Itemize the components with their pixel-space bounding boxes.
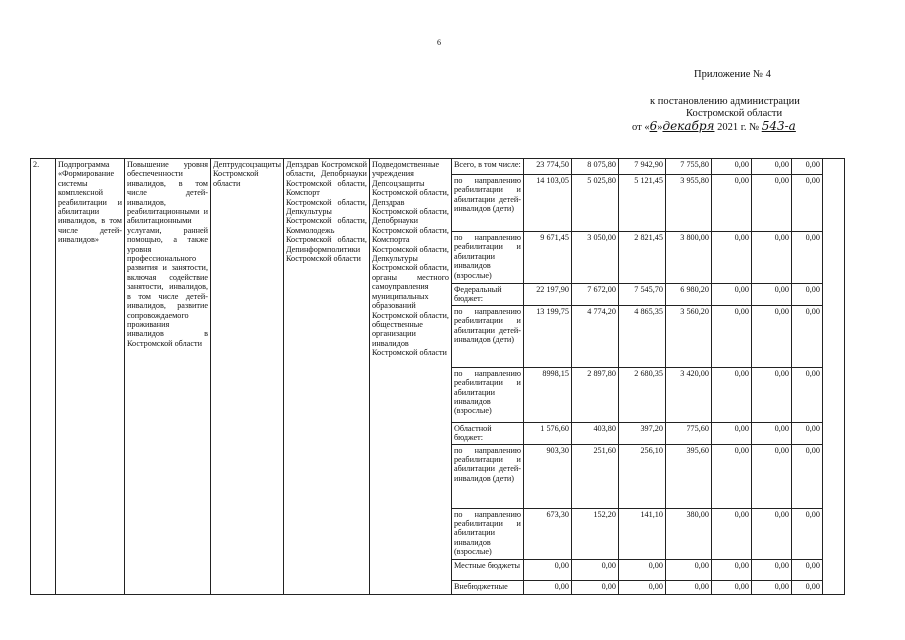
value-y4: 0,00 (711, 444, 751, 508)
program-table (30, 158, 845, 595)
value-y3: 6 980,20 (665, 284, 711, 306)
funding-label: по направлению реабилитации и абилитации инвалидов (взрослые) (451, 508, 523, 559)
date-month: декабря (662, 119, 715, 133)
value-total: 13 199,75 (523, 305, 571, 367)
value-y6: 0,00 (791, 159, 822, 175)
value-y1: 8 075,80 (571, 159, 618, 175)
value-total: 14 103,05 (523, 175, 571, 232)
funding-label: Областной бюджет: (451, 422, 523, 444)
value-y2: 0,00 (618, 559, 665, 580)
value-y6: 0,00 (791, 559, 822, 580)
value-y3: 7 755,80 (665, 159, 711, 175)
appendix-title: Приложение № 4 (694, 69, 771, 80)
funding-label: по направлению реабилитации и абилитации детей-инвалидов (дети) (451, 444, 523, 508)
funding-label: Местные бюджеты (451, 559, 523, 580)
value-y6: 0,00 (791, 580, 822, 594)
participants: Депздрав Костромской области, Депобрнауки Костромской области, Комспорт Костромской области, Депкультуры Костромской области, Коммолодежь Костромской области, Депинформполитики Костромской области (283, 159, 369, 595)
table-row (31, 159, 845, 175)
value-y2: 4 865,35 (618, 305, 665, 367)
value-y5: 0,00 (751, 175, 791, 232)
value-y2: 2 680,35 (618, 367, 665, 422)
blank-column (822, 159, 844, 595)
value-y1: 4 774,20 (571, 305, 618, 367)
value-y4: 0,00 (711, 508, 751, 559)
value-total: 8998,15 (523, 367, 571, 422)
value-total: 1 576,60 (523, 422, 571, 444)
value-y6: 0,00 (791, 444, 822, 508)
funding-label: по направлению реабилитации и абилитации детей-инвалидов (дети) (451, 175, 523, 232)
value-y5: 0,00 (751, 559, 791, 580)
value-y3: 3 420,00 (665, 367, 711, 422)
value-y2: 141,10 (618, 508, 665, 559)
value-y5: 0,00 (751, 444, 791, 508)
funding-label: по направлению реабилитации и абилитации инвалидов (взрослые) (451, 367, 523, 422)
value-y2: 256,10 (618, 444, 665, 508)
value-y6: 0,00 (791, 175, 822, 232)
coordinator: Дептрудсоцзащиты Костромской области (211, 159, 284, 595)
value-y4: 0,00 (711, 422, 751, 444)
value-y1: 5 025,80 (571, 175, 618, 232)
value-y2: 7 545,70 (618, 284, 665, 306)
value-y5: 0,00 (751, 422, 791, 444)
subprogram-goal: Повышение уровня обеспеченности инвалидов, в том числе детей-инвалидов, реабилитационными и абилитационными услугами, ранней помощью, а также уровня профессионального развития и занятости, включая содействие занятости, инвалидов, в том числе детей-инвалидов, развитие сопровождаемого проживания инвалидов в Костромской области (125, 159, 211, 595)
value-y1: 0,00 (571, 559, 618, 580)
value-y6: 0,00 (791, 232, 822, 284)
value-y4: 0,00 (711, 232, 751, 284)
subprogram-name: Подпрограмма «Формирование системы комплексной реабилитации и абилитации инвалидов, в том числе детей-инвалидов» (56, 159, 125, 595)
value-y5: 0,00 (751, 508, 791, 559)
value-y6: 0,00 (791, 305, 822, 367)
executors: Подведомственные учреждения Депсоцзащиты Костромской области, Депздрав Костромской области, Депобрнауки Костромской области, Комспорта Костромской области, Депкультуры Костромской области, органы местного самоуправления муниципальных образований Костромской области, общественные организации инвалидов Костромской области (369, 159, 451, 595)
value-y6: 0,00 (791, 284, 822, 306)
value-total: 22 197,90 (523, 284, 571, 306)
decree-reference (632, 96, 808, 134)
date-prefix: от « (632, 122, 650, 133)
value-y4: 0,00 (711, 580, 751, 594)
value-total: 673,30 (523, 508, 571, 559)
value-y2: 7 942,90 (618, 159, 665, 175)
row-number: 2. (31, 159, 56, 595)
value-y6: 0,00 (791, 367, 822, 422)
value-total: 903,30 (523, 444, 571, 508)
value-y3: 0,00 (665, 580, 711, 594)
value-total: 0,00 (523, 559, 571, 580)
value-total: 0,00 (523, 580, 571, 594)
value-y4: 0,00 (711, 305, 751, 367)
value-y5: 0,00 (751, 580, 791, 594)
value-y1: 251,60 (571, 444, 618, 508)
decree-date-line (632, 120, 808, 134)
decree-line-2: Костромской области (686, 108, 783, 119)
value-y6: 0,00 (791, 422, 822, 444)
decree-line-1: к постановлению администрации (650, 96, 800, 107)
value-y3: 3 955,80 (665, 175, 711, 232)
value-y5: 0,00 (751, 367, 791, 422)
date-mid: » (657, 122, 663, 133)
funding-label: по направлению реабилитации и абилитации инвалидов (взрослые) (451, 232, 523, 284)
value-y3: 380,00 (665, 508, 711, 559)
value-y1: 7 672,00 (571, 284, 618, 306)
value-y1: 3 050,00 (571, 232, 618, 284)
value-y4: 0,00 (711, 367, 751, 422)
value-y1: 152,20 (571, 508, 618, 559)
value-y3: 3 800,00 (665, 232, 711, 284)
value-total: 9 671,45 (523, 232, 571, 284)
value-y3: 0,00 (665, 559, 711, 580)
value-total: 23 774,50 (523, 159, 571, 175)
value-y3: 775,60 (665, 422, 711, 444)
date-day: 6 (649, 119, 658, 133)
value-y5: 0,00 (751, 159, 791, 175)
value-y1: 0,00 (571, 580, 618, 594)
value-y2: 0,00 (618, 580, 665, 594)
value-y1: 403,80 (571, 422, 618, 444)
value-y4: 0,00 (711, 175, 751, 232)
value-y3: 3 560,20 (665, 305, 711, 367)
value-y4: 0,00 (711, 159, 751, 175)
value-y3: 395,60 (665, 444, 711, 508)
funding-label: по направлению реабилитации и абилитации детей-инвалидов (дети) (451, 305, 523, 367)
page-number: 6 (437, 38, 441, 47)
value-y1: 2 897,80 (571, 367, 618, 422)
value-y4: 0,00 (711, 284, 751, 306)
decree-number: 543-а (761, 119, 796, 133)
value-y2: 397,20 (618, 422, 665, 444)
value-y4: 0,00 (711, 559, 751, 580)
funding-label: Всего, в том числе: (451, 159, 523, 175)
date-year: 2021 г. № (717, 122, 760, 133)
value-y2: 5 121,45 (618, 175, 665, 232)
value-y6: 0,00 (791, 508, 822, 559)
value-y2: 2 821,45 (618, 232, 665, 284)
funding-label: Федеральный бюджет: (451, 284, 523, 306)
funding-label: Внебюджетные (451, 580, 523, 594)
value-y5: 0,00 (751, 305, 791, 367)
value-y5: 0,00 (751, 232, 791, 284)
value-y5: 0,00 (751, 284, 791, 306)
